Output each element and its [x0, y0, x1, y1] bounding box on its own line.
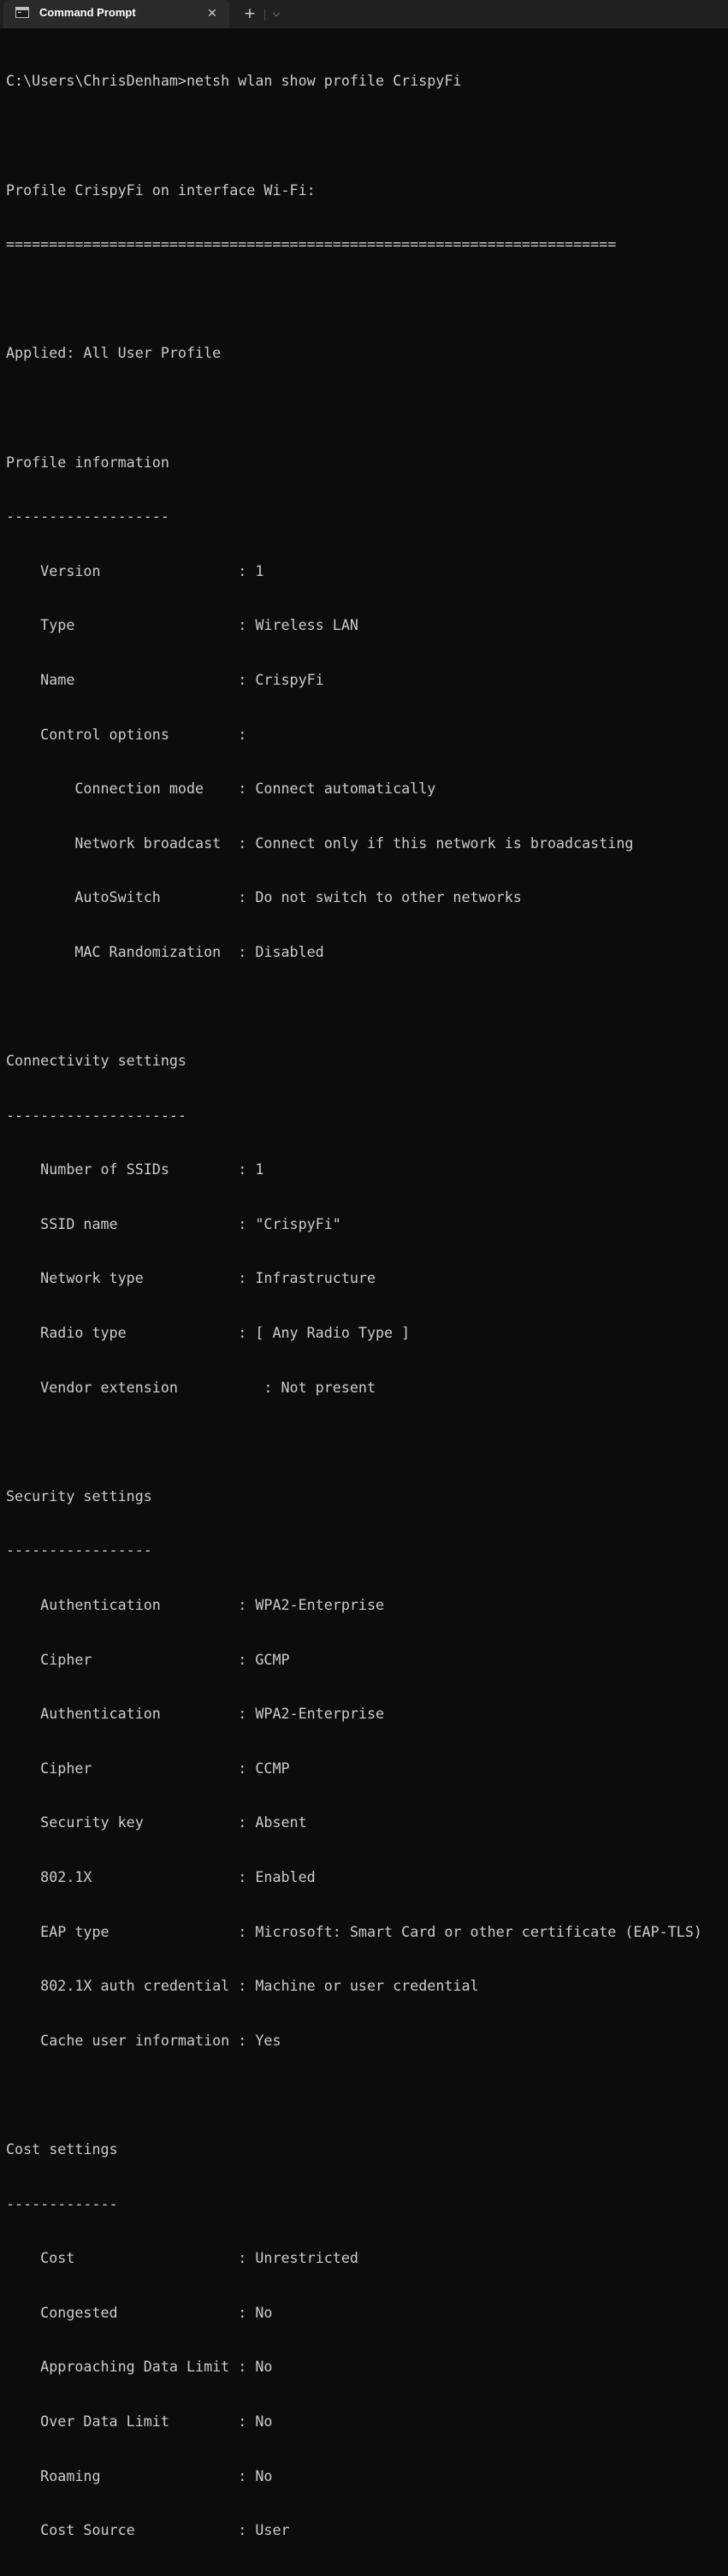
terminal-line — [6, 127, 728, 145]
terminal-output[interactable] — [6, 36, 728, 2539]
terminal-line: Applied: All User Profile — [6, 344, 222, 362]
tab-title: Command Prompt — [39, 6, 136, 19]
terminal-line: ======================================================================= — [6, 235, 617, 253]
tab-command-prompt[interactable] — [3, 0, 229, 28]
terminal-line — [6, 1433, 728, 1451]
terminal-line: Approaching Data Limit : No — [6, 2358, 273, 2376]
terminal-line: Cost : Unrestricted — [6, 2249, 358, 2267]
terminal-line: Network type : Infrastructure — [6, 1269, 376, 1287]
tab-bar — [0, 0, 728, 28]
terminal-line: ------------- — [6, 2194, 118, 2212]
terminal-line: Security settings — [6, 1487, 152, 1505]
terminal-line: Cache user information : Yes — [6, 2031, 281, 2049]
terminal-line: ----------------- — [6, 1541, 152, 1559]
terminal-line: Profile information — [6, 453, 169, 471]
terminal-line: Cost Source : User — [6, 2521, 290, 2539]
terminal-line: Radio type : [ Any Radio Type ] — [6, 1324, 411, 1342]
terminal-line: Number of SSIDs : 1 — [6, 1160, 264, 1178]
terminal-line: Over Data Limit : No — [6, 2412, 273, 2430]
terminal-line: Connectivity settings — [6, 1052, 186, 1070]
terminal-line: Version : 1 — [6, 561, 264, 579]
terminal-line: Network broadcast : Connect only if this network is broadcasting — [6, 834, 634, 852]
terminal-line: EAP type : Microsoft: Smart Card or other certificate (EAP-TLS) — [6, 1922, 702, 1940]
chevron-down-icon[interactable]: ⌵ — [272, 8, 281, 19]
terminal-line: 802.1X auth credential : Machine or user credential — [6, 1977, 479, 1995]
terminal-line: Cipher : GCMP — [6, 1650, 290, 1668]
terminal-line — [6, 290, 728, 308]
terminal-line: AutoSwitch : Do not switch to other networks — [6, 888, 522, 906]
terminal-line: MAC Randomization : Disabled — [6, 942, 324, 960]
terminal-line: Control options : — [6, 725, 247, 743]
terminal-line — [6, 998, 728, 1016]
new-tab-button[interactable]: + — [243, 5, 257, 22]
terminal-line: Cost settings — [6, 2140, 118, 2158]
terminal-line: Authentication : WPA2-Enterprise — [6, 1705, 385, 1723]
terminal-line: Vendor extension : Not present — [6, 1378, 376, 1396]
terminal-line: ------------------- — [6, 507, 169, 525]
terminal-line: Authentication : WPA2-Enterprise — [6, 1596, 385, 1614]
terminal-line: C:\Users\ChrisDenham>netsh wlan show profile CrispyFi — [6, 72, 462, 90]
terminal-line: Type : Wireless LAN — [6, 616, 358, 634]
terminal-line: Security key : Absent — [6, 1813, 307, 1831]
terminal-line: Cipher : CCMP — [6, 1759, 290, 1777]
terminal-line: Roaming : No — [6, 2466, 273, 2484]
terminal-line: --------------------- — [6, 1106, 186, 1124]
terminal-line: SSID name : "CrispyFi" — [6, 1214, 341, 1232]
terminal-line: Connection mode : Connect automatically — [6, 780, 436, 798]
terminal-line: Profile CrispyFi on interface Wi-Fi: — [6, 181, 316, 199]
tab-divider — [264, 9, 265, 21]
terminal-icon — [15, 7, 29, 18]
terminal-line: 802.1X : Enabled — [6, 1868, 316, 1885]
close-tab-button[interactable]: ✕ — [207, 7, 217, 21]
terminal-line: Name : CrispyFi — [6, 670, 324, 688]
terminal-line: Congested : No — [6, 2303, 273, 2321]
terminal-line — [6, 2086, 728, 2104]
terminal-line — [6, 399, 728, 417]
